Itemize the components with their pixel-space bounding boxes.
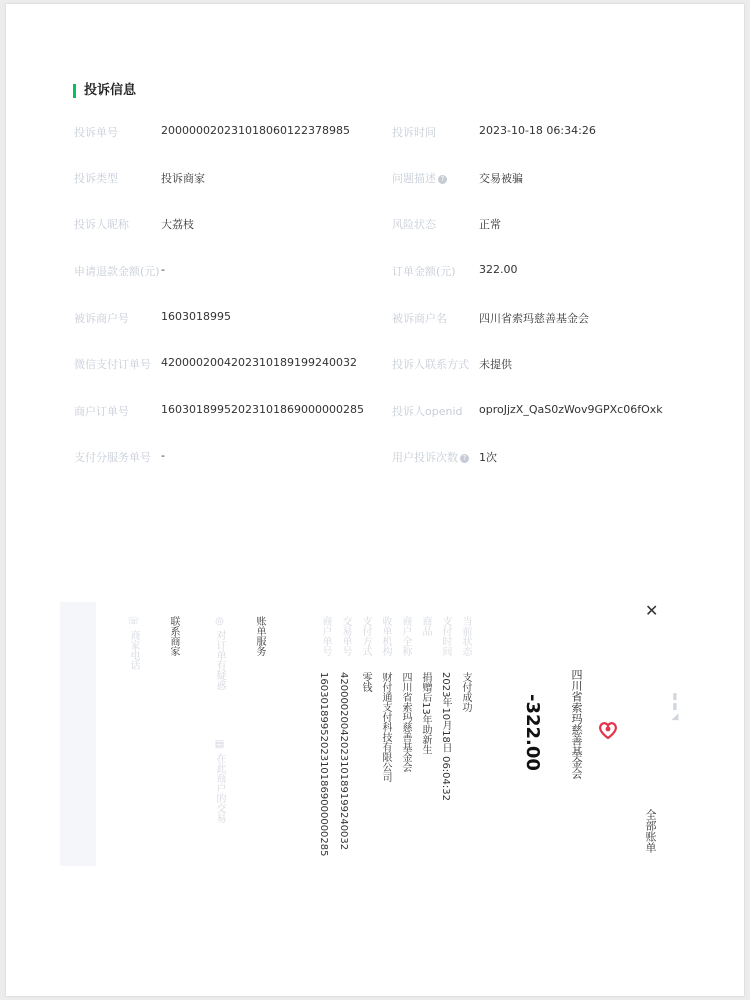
field-value: 4200002004202310189199240032 [161,356,357,369]
info-row [74,403,714,423]
field-label: 投诉时间 [392,126,436,139]
receipt-top-label: 全部账单 [644,809,657,853]
help-icon[interactable]: ? [460,454,469,463]
receipt-link-doubt[interactable]: ◎ 对订单有疑惑 [214,616,225,691]
receipt-label-merchant: 商户全称 [400,616,411,656]
field-label: 订单金额(元) [392,265,456,278]
field-value: - [161,449,165,462]
receipt-order-number: 16030189952023101869000000285 [318,672,329,857]
section-title: 投诉信息 [73,84,136,98]
charity-logo-icon [597,719,619,741]
field-value: 200000020231018060122378985 [161,124,350,137]
receipt-merchant-name: 四川省索玛慈善基金会 [570,669,583,779]
help-icon[interactable]: ? [438,175,447,184]
receipt-goods: 捐赠后13年助新生 [420,672,431,755]
field-label: 支付分服务单号 [74,451,151,464]
field-label: 投诉类型 [74,172,118,185]
receipt-label-payee: 收单机构 [380,616,391,656]
field-label: 申请退款金额(元) [74,265,160,278]
receipt-txn-number: 4200002004202310189199240032 [338,672,349,851]
document-page [6,4,744,996]
field-label: 风险状态 [392,218,436,231]
receipt-method: 零钱 [360,672,371,692]
field-value: 正常 [479,218,501,231]
field-label: 投诉单号 [74,126,118,139]
receipt-payee: 财付通支付科技有限公司 [380,672,391,782]
field-value: 投诉商家 [161,172,205,185]
receipt-footer-strip [60,602,96,866]
field-label: 被诉商户名 [392,312,447,325]
field-value: - [161,263,165,276]
receipt-contact-merchant[interactable]: 联系商家 [168,616,179,656]
receipt-merchant-phone[interactable]: ☏ 商家电话 [128,616,139,671]
field-value: 16030189952023101869000000285 [161,403,364,416]
receipt-time: 2023年10月18日 06:04:32 [440,672,451,801]
receipt-amount: -322.00 [522,694,543,771]
info-row [74,170,714,190]
field-label: 投诉人联系方式 [392,358,469,371]
receipt-label-method: 支付方式 [360,616,371,656]
info-row [74,216,714,236]
doubt-icon: ◎ [214,616,225,631]
field-label: 商户订单号 [74,405,129,418]
info-row [74,356,714,376]
field-label: 问题描述 ? [392,170,447,186]
receipt-label-goods: 商品 [420,616,431,636]
field-value: 四川省索玛慈善基金会 [479,312,589,325]
receipt-label-order: 商户单号 [320,616,331,656]
info-row [74,310,714,330]
receipt-label-time: 支付时间 [440,616,451,656]
field-label: 投诉人openid [392,405,463,418]
field-value: 交易被骗 [479,172,523,185]
close-icon[interactable]: ✕ [645,601,659,620]
field-label: 微信支付订单号 [74,358,151,371]
field-value: 大荔枝 [161,218,194,231]
receipt-link-merchant-orders[interactable]: ▤ 在此商户的交易 [214,739,225,824]
phone-icon: ☏ [128,616,139,631]
receipt-label-status: 当前状态 [460,616,471,656]
field-label: 投诉人昵称 [74,218,129,231]
info-row [74,263,714,283]
receipt-status: 支付成功 [460,672,471,712]
field-value: oproJjzX_QaS0zWov9GPXc06fOxk [479,403,663,416]
info-row [74,124,714,144]
field-value: 1603018995 [161,310,231,323]
status-bar-icons: ▮▮◢ [670,692,680,722]
field-value: 1次 [479,451,497,464]
receipt-service-heading: 账单服务 [254,616,265,656]
receipt-label-txn: 交易单号 [340,616,351,656]
field-label: 用户投诉次数 ? [392,449,469,465]
field-label: 被诉商户号 [74,312,129,325]
orders-icon: ▤ [214,739,225,754]
field-value: 322.00 [479,263,518,276]
field-value: 未提供 [479,358,512,371]
info-row [74,449,714,469]
field-value: 2023-10-18 06:34:26 [479,124,596,137]
receipt-merchant-full: 四川省索玛慈善基金会 [400,672,411,772]
